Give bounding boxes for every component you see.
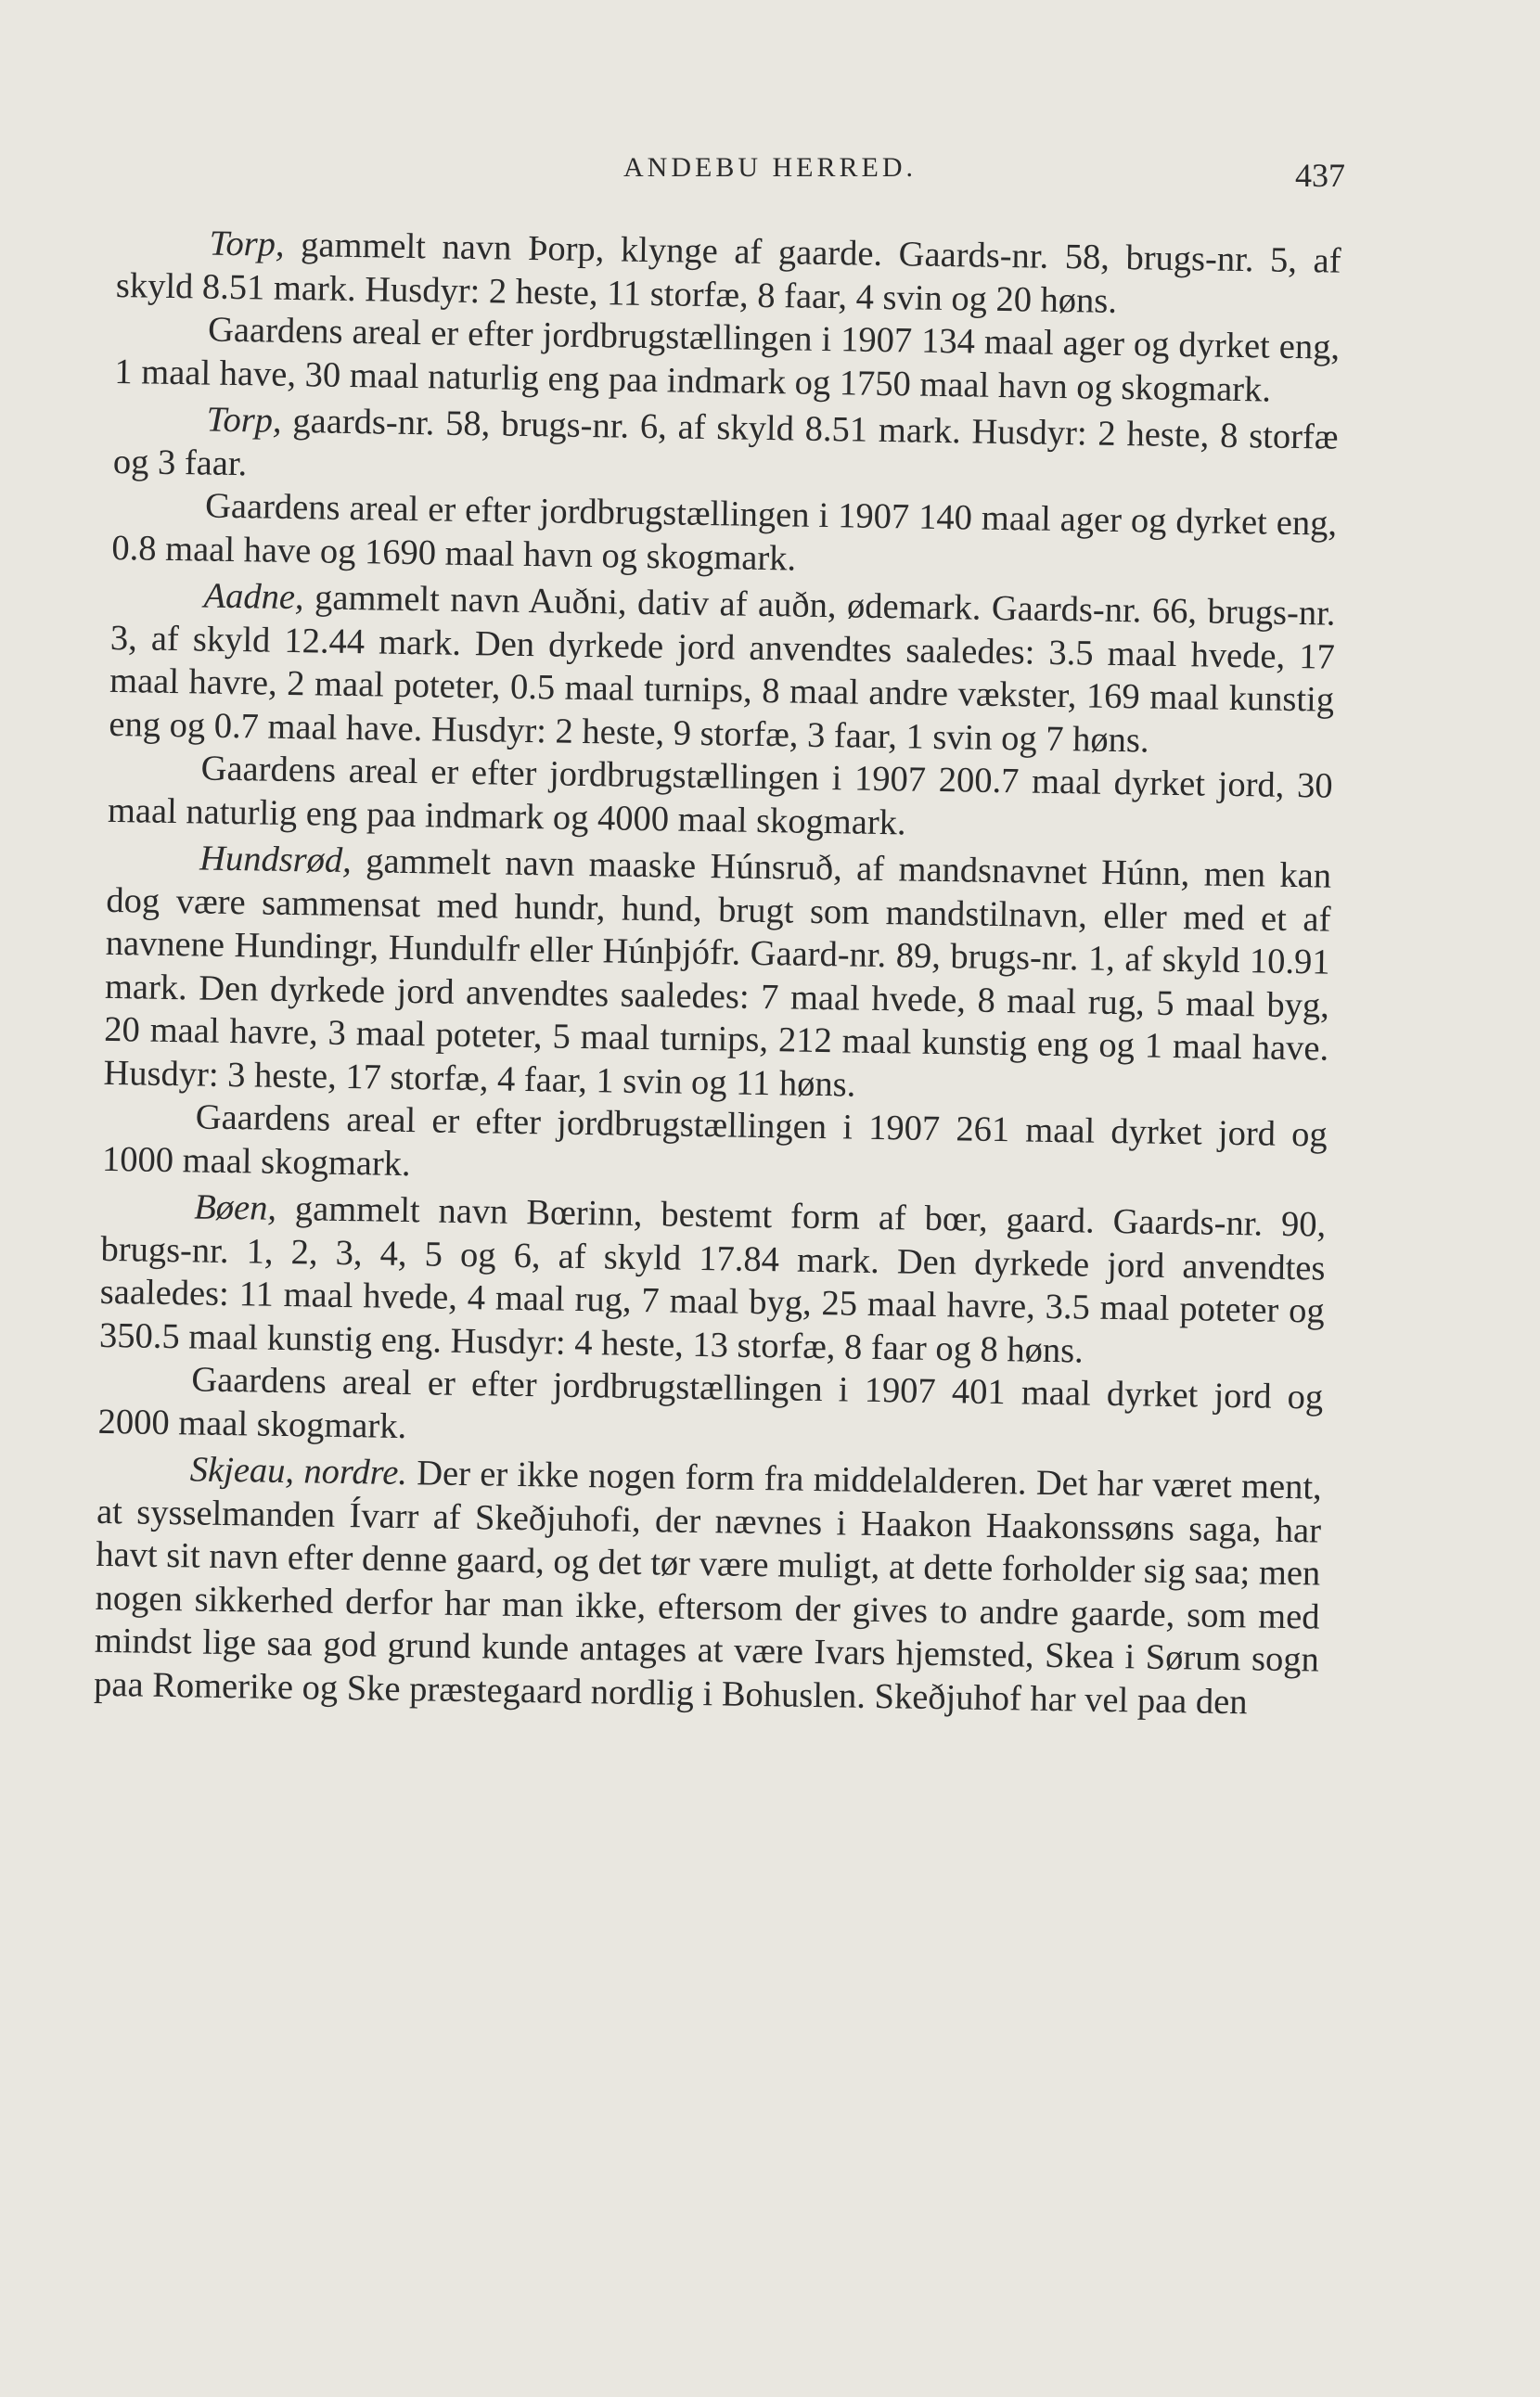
paragraph-area	[111, 483, 1337, 589]
farm-name: Skjeau, nordre.	[189, 1450, 408, 1493]
farm-name: Torp,	[209, 224, 285, 264]
paragraph-text: gammelt navn maaske Húnsruð, af mandsnavnet Húnn, men kan dog være sammensat med hundr, hund, brugt som mandstilnavn, eller med et af navnene Hundingr, Hundulfr eller Húnþjófr. Gaard-nr. 89, brugs-nr. 1, af skyld 10.91 mark. Den dyrkede jord anvendtes saaledes: 7 maal hvede, 8 maal rug, 5 maal byg, 20 maal havre, 3 maal poteter, 5 maal turnips, 212 maal kunstig eng og 1 maal have. Husdyr: 3 heste, 17 storfæ, 4 faar, 1 svin og 11 høns.	[103, 841, 1332, 1105]
paragraph-aadne	[109, 573, 1336, 765]
paragraph-area	[102, 1095, 1328, 1200]
paragraph-area	[108, 746, 1333, 852]
running-title: ANDEBU HERRED.	[623, 152, 917, 183]
paragraph-text: Gaardens areal er efter jordbrugstællingen i 1907 140 maal ager og dyrket eng, 0.8 maal have og 1690 maal havn og skogmark.	[111, 486, 1338, 579]
paragraph-hundsrod	[103, 836, 1331, 1114]
paragraph-text: Gaardens areal er efter jordbrugstællingen i 1907 134 maal ager og dyrket eng, 1 maal have, 30 maal naturlig eng paa indmark og 1750 maal havn og skogmark.	[114, 310, 1341, 410]
paragraph-area	[114, 307, 1340, 413]
body-text	[94, 221, 1341, 1725]
paragraph-text: gammelt navn Þorp, klynge af gaarde. Gaards-nr. 58, brugs-nr. 5, af skyld 8.51 mark. Husdyr: 2 heste, 11 storfæ, 8 faar, 4 svin og 20 høns.	[115, 224, 1341, 321]
paragraph-text: gammelt navn Bœrinn, bestemt form af bœr, gaard. Gaards-nr. 90, brugs-nr. 1, 2, 3, 4, 5 og 6, af skyld 17.84 mark. Den dyrkede jord anvendtes saaledes: 11 maal hvede, 4 maal rug, 7 maal byg, 25 maal havre, 3.5 maal poteter og 350.5 maal kunstig eng. Husdyr: 4 heste, 13 storfæ, 8 faar og 8 høns.	[98, 1188, 1327, 1371]
paragraph-area	[97, 1357, 1323, 1463]
paragraph-text: gammelt navn Auðni, dativ af auðn, ødemark. Gaards-nr. 66, brugs-nr. 3, af skyld 12.44 mark. Den dyrkede jord anvendtes saaledes: 3.5 maal hvede, 17 maal havre, 2 maal poteter, 0.5 maal turnips, 8 maal andre vækster, 169 maal kunstig eng og 0.7 maal have. Husdyr: 2 heste, 9 storfæ, 3 faar, 1 svin og 7 høns.	[109, 578, 1336, 761]
farm-name: Torp,	[206, 400, 282, 441]
paragraph-boen	[99, 1185, 1327, 1377]
paragraph-text: Gaardens areal er efter jordbrugstællingen i 1907 261 maal dyrket jord og 1000 maal skogmark.	[101, 1097, 1328, 1184]
paragraph-text: Der er ikke nogen form fra middelalderen. Det har været ment, at sysselmanden Ívarr af Skeðjuhofi, der nævnes i Haakon Haakonssøns saga, har havt sit navn efter denne gaard, og det tør være muligt, at dette forholder sig saa; men nogen sikkerhed derfor har man ikke, eftersom der gives to andre gaarde, som med mindst lige saa god grund kunde antages at være Ivars hjemsted, Skea i Sørum sogn paa Romerike og Ske præstegaard nordlig i Bohuslen. Skeðjuhof har vel paa den	[93, 1454, 1323, 1722]
paragraph-text: gaards-nr. 58, brugs-nr. 6, af skyld 8.51 mark. Husdyr: 2 heste, 8 storfæ og 3 faar.	[112, 401, 1339, 483]
page-number: 437	[1295, 157, 1345, 194]
page-header	[0, 147, 1540, 193]
farm-name: Aadne,	[203, 576, 304, 618]
farm-name: Bøen,	[193, 1187, 277, 1228]
paragraph-text: Gaardens areal er efter jordbrugstællingen i 1907 200.7 maal dyrket jord, 30 maal naturlig eng paa indmark og 4000 maal skogmark.	[107, 749, 1333, 842]
farm-name: Hundsrød,	[199, 839, 353, 881]
paragraph-skjeau-nordre	[94, 1447, 1322, 1725]
paragraph-text: Gaardens areal er efter jordbrugstællingen i 1907 401 maal dyrket jord og 2000 maal skogmark.	[97, 1360, 1324, 1446]
